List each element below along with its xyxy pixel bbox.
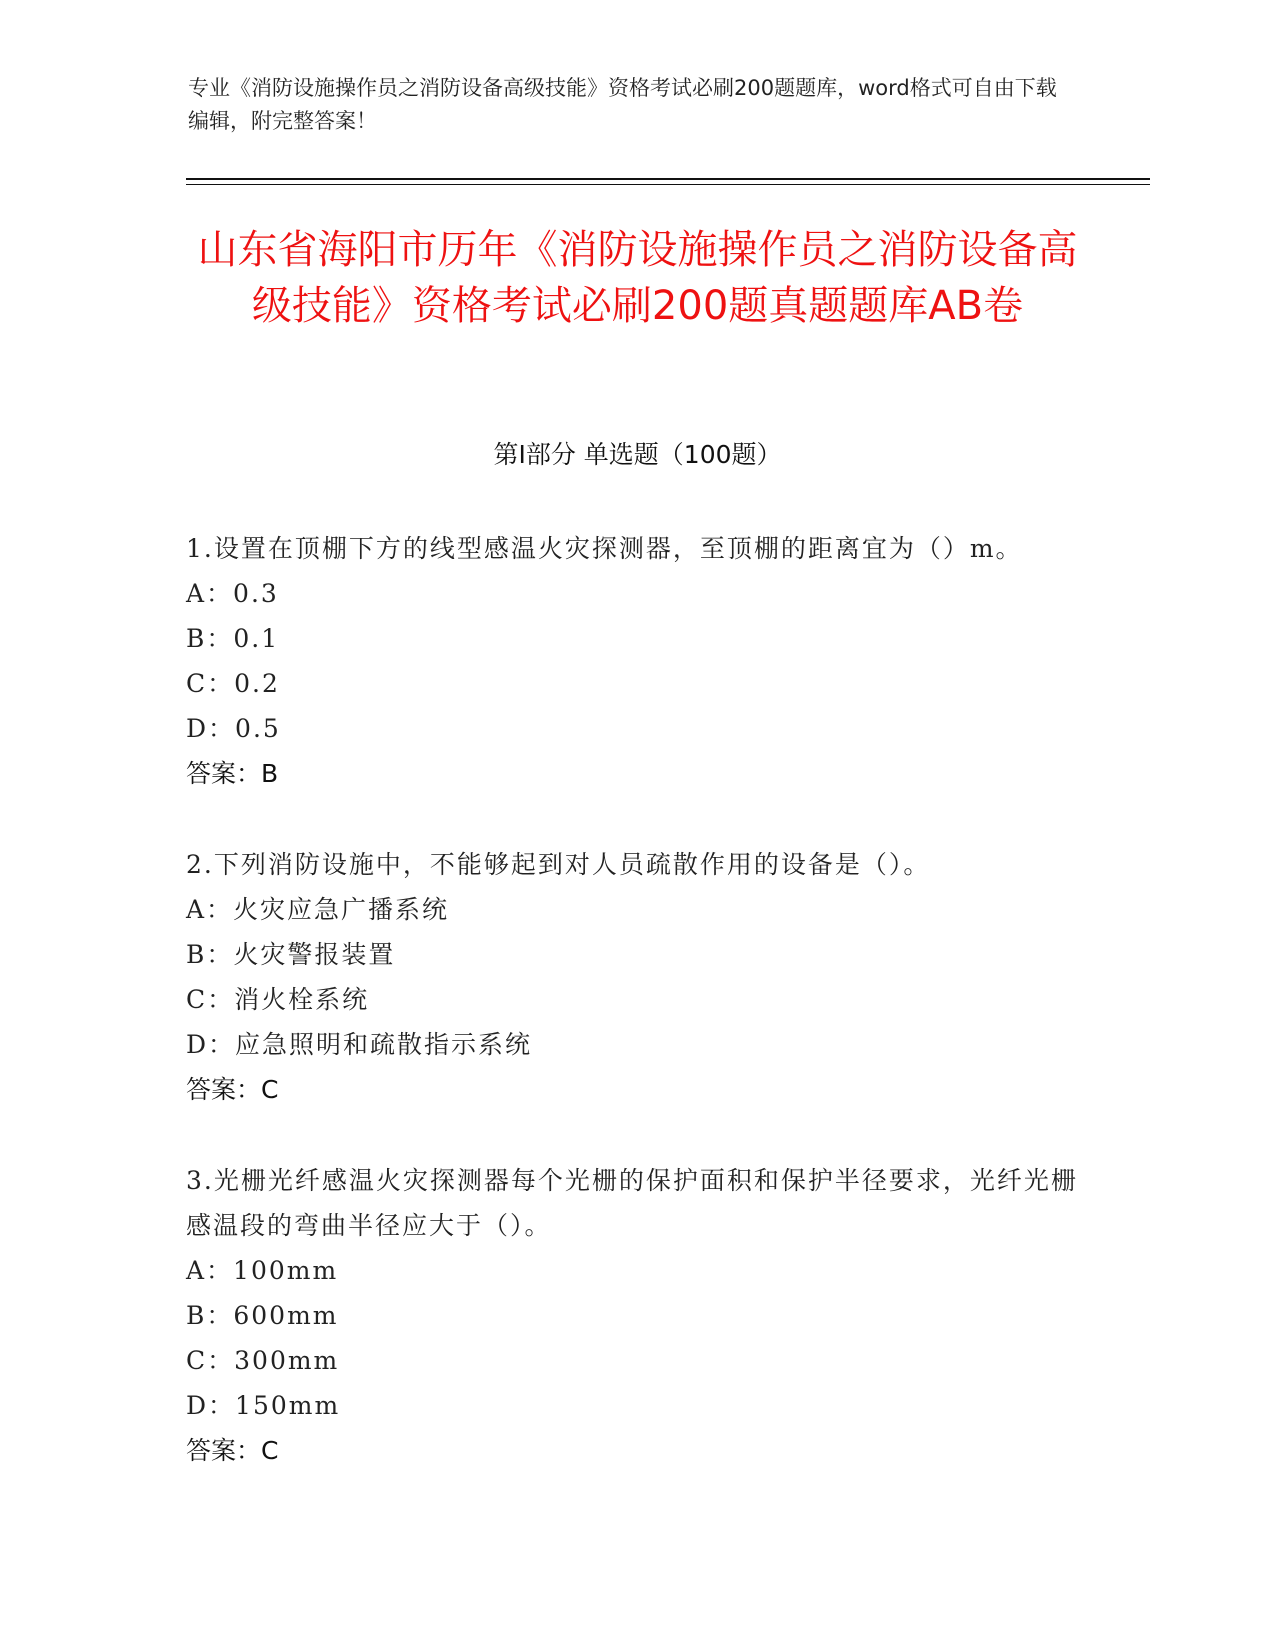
question-item [186,842,1086,1112]
option-c: C：0.2 [186,669,280,698]
option-b: B：火灾警报装置 [186,940,396,969]
option-d: D：应急照明和疏散指示系统 [186,1030,533,1059]
header-rule-thick [186,178,1150,180]
answer-line: 答案：B [186,759,279,788]
option-b: B：0.1 [186,624,280,653]
option-a: A：100mm [186,1256,339,1285]
option-d: D：0.5 [186,714,281,743]
option-b: B：600mm [186,1301,339,1330]
option-c: C：消火栓系统 [186,985,370,1014]
option-c: C：300mm [186,1346,340,1375]
header-rule-thin [186,184,1150,185]
option-a: A：0.3 [186,579,279,608]
option-a: A：火灾应急广播系统 [186,895,450,924]
question-stem: 2.下列消防设施中，不能够起到对人员疏散作用的设备是（）。 [186,850,931,879]
document-title: 山东省海阳市历年《消防设施操作员之消防设备高级技能》资格考试必刷200题真题题库AB卷 [197,227,1078,329]
answer-line: 答案：C [186,1075,279,1104]
question-list [186,526,1086,1519]
answer-line: 答案：C [186,1436,279,1465]
option-d: D：150mm [186,1391,341,1420]
question-item [186,1158,1086,1473]
question-stem: 3.光栅光纤感温火灾探测器每个光栅的保护面积和保护半径要求，光纤光栅感温段的弯曲半径应大于（）。 [186,1166,1078,1240]
question-stem: 1.设置在顶棚下方的线型感温火灾探测器，至顶棚的距离宜为（）m。 [186,534,1023,563]
section-title: 第I部分 单选题（100题） [493,440,782,469]
question-item [186,526,1086,796]
header-note: 专业《消防设施操作员之消防设备高级技能》资格考试必刷200题题库，word格式可自由下载编辑，附完整答案！ [188,76,1057,133]
